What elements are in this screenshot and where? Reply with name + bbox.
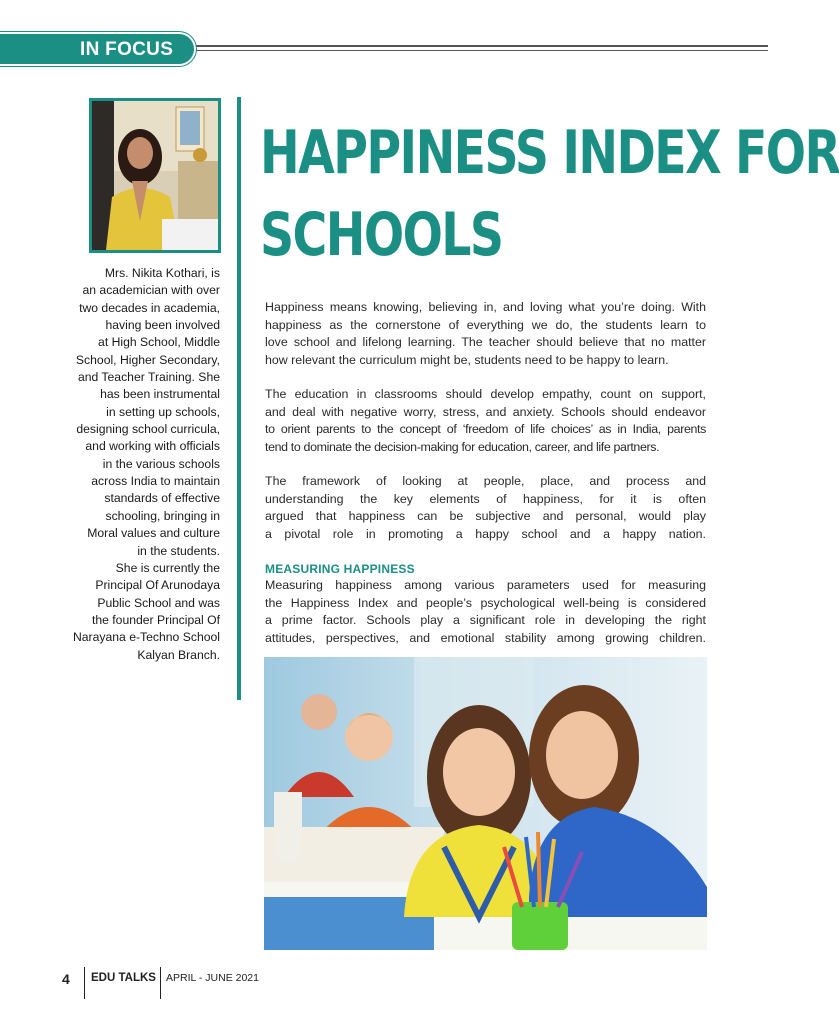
footer-divider [84,967,85,999]
page-number: 4 [62,971,70,987]
bio-line: the founder Principal Of [91,612,220,627]
bio-line: and Teacher Training. She [77,370,220,385]
bio-line: in the students. [137,543,220,558]
paragraph-line: love school and lifelong learning. The teacher should believe that no matter [265,335,706,349]
article-title [260,112,839,276]
title-line-1: HAPPINESS INDEX FOR [260,118,839,188]
author-portrait [89,98,221,253]
paragraph-line: a prime factor. Schools play a significant role in developing the right [265,613,706,627]
bio-line: an academician with over [82,283,220,298]
page-footer [0,965,768,1005]
author-bio [70,265,220,664]
bio-line: at High School, Middle [98,335,220,350]
paragraph-line: attitudes, perspectives, and emotional stability among growing children. [265,630,706,645]
header-rule [196,45,768,47]
bio-line: Mrs. Nikita Kothari, is [104,266,220,280]
footer-divider [160,967,161,999]
magazine-name: EDU TALKS [91,972,156,984]
paragraph-line: The education in classrooms should develop empathy, count on support, [265,387,706,401]
paragraph-line: a pivotal role in promoting a happy school and a happy nation. [265,526,706,541]
bio-line: standards of effective [104,491,220,506]
paragraph-line: how relevant the curriculum might be, students need to be happy to learn. [265,352,669,367]
paragraph-line: Measuring happiness among various parameters used for measuring [265,578,706,592]
bio-line: in the various schools [102,456,220,471]
bio-line: Moral values and culture [87,526,220,541]
classroom-photo [264,657,707,950]
paragraph-line: happiness as the cornerstone of everything we do, the students learn to [265,317,706,332]
header-rule-thin [196,50,768,51]
section-label: IN FOCUS [80,39,174,60]
section-subheading: MEASURING HAPPINESS [265,562,415,576]
bio-line: schooling, bringing in [105,508,220,523]
paragraph-line: tend to dominate the decision-making for education, career, and life partners. [265,439,660,454]
paragraph-1 [265,299,706,369]
paragraph-line: to orient parents to the concept of ‘freedom of life choices’ as in India, parents [265,422,706,436]
column-divider [237,97,241,700]
bio-line: designing school curricula, [76,422,220,437]
paragraph-line: the Happiness Index and people’s psychological well-being is considered [265,595,706,610]
bio-line: and working with officials [85,439,220,454]
paragraph-measuring [265,577,706,647]
bio-line: across India to maintain [91,474,220,489]
paragraph-line: The framework of looking at people, place, and process and [265,474,706,488]
paragraph-line: argued that happiness can be subjective and personal, would play [265,509,706,523]
bio-line: having been involved [105,318,220,333]
bio-line: Narayana e-Techno School [72,630,220,645]
bio-line: has been instrumental [100,387,220,402]
issue-date: APRIL - JUNE 2021 [166,972,259,984]
title-line-2: SCHOOLS [260,200,503,270]
bio-line: two decades in academia, [79,300,220,315]
paragraph-line: Happiness means knowing, believing in, and loving what you’re doing. With [265,300,706,314]
paragraph-line: and deal with negative worry, stress, and anxiety. Schools should endeavor [265,404,706,419]
bio-line: Public School and was [97,595,220,610]
bio-line: School, Higher Secondary, [75,352,220,367]
bio-line: Principal Of Arunodaya [95,578,220,593]
bio-line: Kalyan Branch. [137,647,220,662]
paragraph-3 [265,473,706,543]
paragraph-line: understanding the key elements of happiness, for it is often [265,491,706,506]
paragraph-2 [265,386,706,456]
bio-line: in setting up schools, [106,404,220,419]
bio-line: She is currently the [115,560,220,575]
